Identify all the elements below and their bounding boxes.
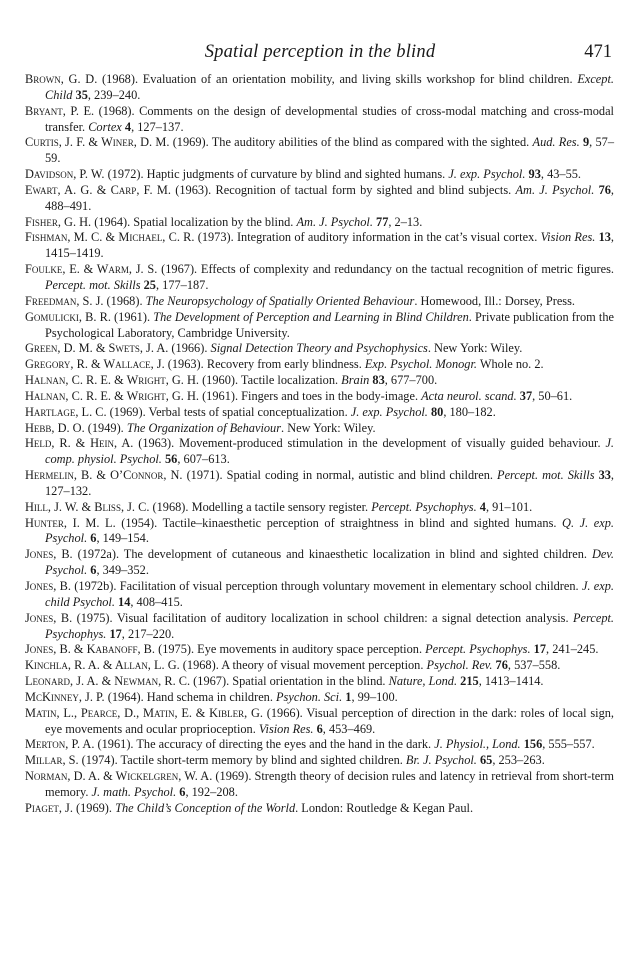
reference-pages: , 555–557. [542,737,595,752]
reference-entry [25,706,614,738]
reference-source: Percept. Psychophys. [45,610,615,641]
reference-pages: , 192–208. [185,784,238,799]
reference-volume: 77 [376,214,389,229]
reference-pages: , 453–469. [322,721,376,736]
reference-text: (1963). Recovery from early blindness. [164,357,365,372]
reference-volume: 93 [528,167,541,182]
reference-entry [25,183,614,215]
reference-text: (1971). Spatial coding in normal, autistic and blind children. [182,468,498,483]
reference-authors: Foulke, E. & Warm, J. S. [25,262,158,277]
reference-authors: Merton, P. A. [25,737,95,752]
reference-pages: , 91–101. [485,499,533,514]
reference-entry [25,690,614,706]
reference-source: J. math. Psychol. [91,784,177,799]
reference-volume: 33 [598,468,611,483]
reference-authors: Brown, G. D. [25,72,98,86]
reference-source: Nature, Lond. [388,674,458,689]
reference-entry [25,104,614,136]
reference-authors: Halnan, C. R. E. & Wright, G. H. [25,388,199,403]
reference-pages: . New York: Wiley. [427,341,523,356]
reference-source: The Organization of Behaviour [126,420,282,435]
reference-source: Percept. Psychophys. [371,499,477,514]
reference-pages: , 50–61. [532,388,573,403]
reference-entry [25,516,614,548]
reference-source: Psychol. Rev. [426,658,493,673]
reference-entry [25,294,614,310]
reference-source: The Development of Perception and Learning in Blind Children [153,309,469,324]
reference-volume: 76 [598,182,611,197]
reference-authors: Ewart, A. G. & Carp, F. M. [25,182,171,197]
reference-volume: 56 [165,452,178,467]
reference-volume: 4 [479,499,486,514]
reference-source: Br. J. Psychol. [405,753,477,768]
reference-source: Vision Res. [540,230,596,245]
reference-volume: 37 [519,388,533,403]
reference-entry [25,801,614,817]
reference-volume: 17 [109,626,122,641]
reference-text: (1975). Visual facilitation of auditory localization in school children: a signal detection analysis. [72,610,573,625]
reference-entry [25,579,614,611]
reference-volume: 6 [316,721,323,736]
reference-authors: Green, D. M. & Swets, J. A. [25,341,169,356]
reference-volume: 65 [479,753,493,768]
reference-pages: , 241–245. [546,642,599,657]
reference-text: (1960). Tactile localization. [198,373,342,388]
reference-volume: 1 [345,689,352,704]
reference-entry [25,547,614,579]
reference-source: The Neuropsychology of Spatially Oriented Behaviour [145,293,415,308]
reference-text: (1972a). The development of cutaneous and kinaesthetic localization in blind and sighted children. [72,547,592,562]
reference-authors: Jones, B. [25,547,73,562]
reference-volume: 4 [124,119,132,134]
running-head [0,40,638,64]
reference-pages: , 253–263. [492,753,545,768]
reference-text: (1969). [72,800,116,815]
reference-authors: McKinney, J. P. [25,689,105,704]
reference-entry [25,674,614,690]
reference-authors: Davidson, P. W. [25,167,105,182]
reference-volume: 215 [460,674,479,689]
reference-text: (1968). Modelling a tactile sensory register. [149,499,372,514]
reference-authors: Kinchla, R. A. & Allan, L. G. [25,658,180,673]
page-number: 471 [584,42,612,62]
reference-pages: , 217–220. [121,626,175,641]
reference-volume: 6 [90,531,97,546]
reference-source: Dev. Psychol. [45,547,614,578]
reference-pages: , 1415–1419. [45,230,614,261]
reference-entry [25,737,614,753]
reference-volume: 76 [495,658,508,673]
reference-source: Percept. mot. Skills [45,277,141,292]
reference-source: Percept. mot. Skills [497,468,595,483]
reference-pages: , 43–55. [540,167,582,182]
reference-source: J. comp. physiol. Psychol. [45,436,615,467]
reference-text: (1968). A theory of visual movement perception. [179,658,427,673]
reference-authors: Fishman, M. C. & Michael, C. R. [25,230,195,245]
reference-pages: , 239–240. [87,87,141,102]
reference-entry [25,167,614,183]
reference-text: (1967). Effects of complexity and redundancy on the tactual recognition of metric figures. [157,262,614,277]
reference-text: (1972b). Facilitation of visual perception through voluntary movement in elementary school children. [71,579,582,593]
reference-pages: , 57–59. [45,135,615,166]
running-title: Spatial perception in the blind [204,42,436,62]
reference-source: J. Physiol., Lond. [434,737,521,752]
reference-volume: 156 [523,737,543,752]
reference-entry [25,389,614,405]
reference-entry [25,310,614,342]
reference-text: (1964). Spatial localization by the blind. [91,214,297,229]
reference-pages: , 127–137. [131,119,184,134]
reference-authors: Bryant, P. E. [25,103,95,118]
reference-text: (1954). Tactile–kinaesthetic perception of straightness in blind and sighted humans. [115,515,563,530]
reference-pages: , 349–352. [96,563,149,578]
reference-entry [25,753,614,769]
reference-volume: 14 [118,594,131,609]
reference-authors: Hartlage, L. C. [25,404,107,419]
reference-authors: Jones, B. [25,610,73,625]
reference-text: (1973). Integration of auditory information in the cat’s visual cortex. [194,230,541,245]
reference-volume: 83 [372,373,385,388]
reference-pages: , 2–13. [388,214,423,229]
reference-source: J. exp. Psychol. [448,167,526,182]
reference-text: (1967). Spatial orientation in the blind. [190,674,389,689]
reference-authors: Matin, L., Pearce, D., Matin, E. & Kibler, G. [25,705,263,720]
reference-entry [25,135,614,167]
reference-authors: Curtis, J. F. & Winer, D. M. [25,135,170,150]
reference-authors: Leonard, J. A. & Newman, R. C. [25,674,191,689]
reference-source: Psychon. Sci. [276,689,343,704]
reference-entry [25,373,614,389]
reference-authors: Hebb, D. O. [25,420,85,435]
reference-entry [25,421,614,437]
reference-volume: 9 [582,135,590,150]
reference-pages: . Private publication from the Psychological Laboratory, Cambridge University. [45,309,615,340]
reference-source: Vision Res. [258,721,314,736]
reference-pages: , 149–154. [96,531,149,546]
reference-pages: . Homewood, Ill.: Dorsey, Press. [414,293,575,308]
reference-pages: , 177–187. [155,277,209,292]
reference-authors: Norman, D. A. & Wickelgren, W. A. [25,769,213,784]
reference-text: (1961). The accuracy of directing the eyes and the hand in the dark. [94,737,435,752]
reference-volume: 13 [598,230,611,245]
reference-authors: Held, R. & Hein, A. [25,436,134,451]
reference-entry [25,500,614,516]
reference-pages: , 127–132. [45,468,615,498]
reference-text: (1968). Evaluation of an orientation mobility, and living skills workshop for blind children. [97,72,578,86]
reference-authors: Hill, J. W. & Bliss, J. C. [25,499,150,514]
reference-pages: , 488–491. [45,182,615,213]
reference-volume: 35 [75,87,88,102]
reference-source: Exp. Psychol. Monogr. [364,357,477,372]
reference-text: (1969). The auditory abilities of the blind as compared with the sighted. [169,135,533,150]
reference-entry [25,436,614,468]
reference-entry [25,215,614,231]
reference-volume: 6 [179,784,186,799]
reference-authors: Gomulicki, B. R. [25,309,111,324]
reference-source: Q. J. exp. Psychol. [45,515,615,546]
reference-entry [25,658,614,674]
reference-pages: . New York: Wiley. [281,420,376,435]
reference-source: J. exp. child Psychol. [45,579,615,609]
reference-pages: , 1413–1414. [478,674,544,689]
reference-entry [25,769,614,801]
reference-authors: Gregory, R. & Wallace, J. [25,357,165,372]
reference-source: Brain [341,373,370,388]
reference-volume: 80 [430,404,444,419]
reference-entry [25,357,614,373]
reference-authors: Hunter, I. M. L. [25,515,116,530]
reference-entry [25,642,614,658]
reference-text: (1969). Verbal tests of spatial conceptualization. [106,404,351,419]
reference-source: Percept. Psychophys. [425,642,531,657]
reference-pages: , 537–558. [507,658,561,673]
reference-pages: Whole no. 2. [476,357,544,372]
reference-text: (1974). Tactile short-term memory by blind and sighted children. [78,753,406,768]
reference-entry [25,341,614,357]
reference-source: The Child’s Conception of the World [115,800,296,815]
reference-entry [25,230,614,262]
reference-volume: 6 [90,563,97,578]
reference-authors: Millar, S. [25,753,79,768]
reference-entry [25,468,614,500]
reference-text: (1963). Movement-produced stimulation in the development of visually guided behaviour. [133,436,606,451]
reference-text: (1975). Eye movements in auditory space perception. [155,642,426,657]
reference-list [25,72,614,817]
reference-text: (1968). Comments on the design of developmental studies of cross-modal matching and cross-modal transfer. [45,103,614,134]
reference-pages: , 408–415. [130,594,183,609]
reference-text: (1968). [103,293,146,308]
reference-text: (1949). [84,420,127,435]
reference-text: (1964). Hand schema in children. [104,689,277,704]
reference-text: (1961). [110,309,154,324]
reference-entry [25,72,614,104]
reference-authors: Fisher, G. H. [25,214,92,229]
reference-entry [25,611,614,643]
reference-source: J. exp. Psychol. [350,404,428,419]
reference-entry [25,262,614,294]
reference-authors: Hermelin, B. & O’Connor, N. [25,468,183,483]
reference-authors: Freedman, S. J. [25,293,104,308]
reference-source: Acta neurol. scand. [421,388,517,403]
reference-pages: , 677–700. [384,373,438,388]
reference-text: (1963). Recognition of tactual form by sighted and blind subjects. [170,182,516,197]
reference-authors: Jones, B. [25,579,71,593]
reference-pages: , 180–182. [443,404,496,419]
reference-authors: Halnan, C. R. E. & Wright, G. H. [25,373,199,388]
reference-text: (1966). Visual perception of direction in the dark: roles of local sign, eye movements and ocular proprioception. [45,705,614,736]
reference-text: (1966). [168,341,211,356]
reference-source: Am. J. Psychol. [515,182,595,197]
reference-source: Signal Detection Theory and Psychophysics [210,341,428,356]
reference-source: Cortex [88,119,122,134]
reference-authors: Piaget, J. [25,800,73,815]
reference-pages: , 99–100. [351,689,398,704]
reference-volume: 25 [143,277,156,292]
reference-source: Am. J. Psychol. [296,214,373,229]
reference-authors: Jones, B. & Kabanoff, B. [25,642,155,657]
reference-volume: 17 [533,642,547,657]
reference-text: (1961). Fingers and toes in the body-image. [198,388,422,403]
reference-source: Except. Child [45,72,614,102]
reference-pages: . London: Routledge & Kegan Paul. [295,800,474,815]
reference-pages: , 607–613. [177,452,230,467]
reference-text: (1969). Strength theory of decision rules and latency in retrieval from short-term memory. [45,769,614,799]
reference-text: (1972). Haptic judgments of curvature by blind and sighted humans. [104,167,449,182]
reference-entry [25,405,614,421]
reference-source: Aud. Res. [532,135,580,150]
